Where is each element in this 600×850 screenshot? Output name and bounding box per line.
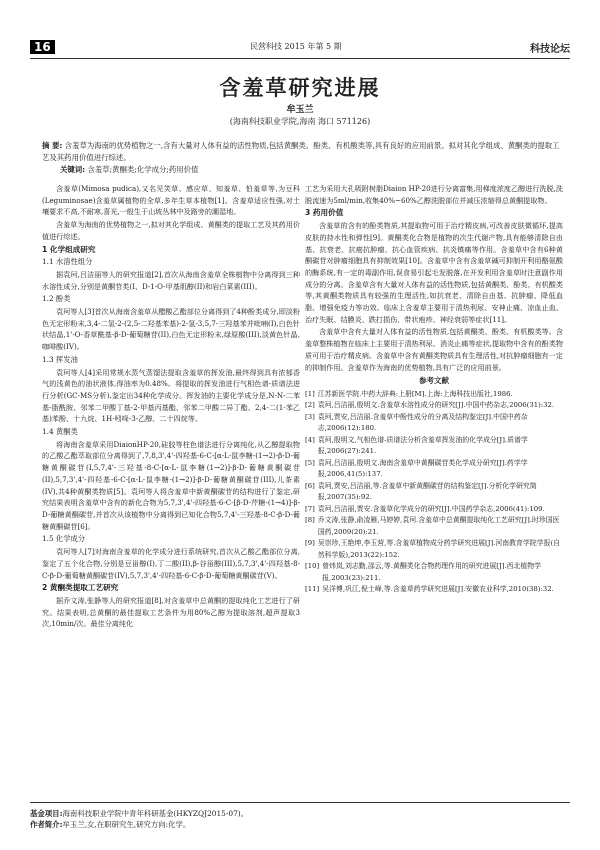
reference-item (305, 412, 563, 435)
reference-item (305, 504, 563, 516)
reference-text: 吴崇珍,王艳坤,李玉营,等.含羞草植物成分药学研究进展[J].河南教育学院学报(自然科学版),2013(22):152. (317, 539, 561, 559)
reference-number: [2] (305, 401, 315, 410)
subsection-heading: 1.2 酚类 (42, 294, 71, 304)
reference-text: 吴洋傅,巩江,倪士峰,等.含羞草药学研究进展[J].安徽农业科学,2010(38):32. (322, 585, 554, 594)
reference-number: [9] (305, 539, 315, 548)
reference-number: [1] (305, 389, 315, 398)
body-paragraph: 含羞草为海南的优势植物之一,拟对其化学组成、黄酮类的提取工艺及其药用价值进行综述。 (42, 220, 300, 241)
keywords-text: 含羞草;黄酮类;化学成分;药用价值 (87, 165, 199, 174)
body-paragraph: 袁珂等人[3]首次从海南含羞草从醋酸乙酯部位分离得到了4种酚类成分,即淡粉色无定形粉末,3,4-二氢-2-(2,5-二羟基苯基)-2-氢-3,5,7-三羟基苯并吡喃(I),白色针状结晶,1'-O-香草酰基-β-D-葡萄糖苷(II),白色无定形粉末,绿原酸(III),淡黄色针晶,咖啡酸(IV)。 (42, 307, 300, 352)
body-paragraph: 工艺为采用大孔吸附树脂Diaion HP-20进行分离富集,用梯度浓度乙醇进行洗脱,洗脱流速为5ml/min,收集40%~60%乙醇洗脱部位并减压浓缩得总黄酮提取物。 (305, 184, 563, 205)
subsection-heading: 1.1 水溶性组分 (42, 257, 93, 267)
reference-item (305, 515, 563, 538)
left-column (42, 183, 300, 631)
reference-number: [11] (305, 585, 320, 594)
subsection-heading: 1.5 化学成分 (42, 534, 86, 544)
reference-text: 曾炜岚,刘志勤,邵云,等.黄酮类化合物药理作用的研究进展[J].西北植物学报,2003(23):211. (322, 562, 542, 582)
reference-list (305, 389, 563, 596)
fund-text: 海南科技职业学院中青年科研基金(HKYZQJ2015-07)。 (62, 809, 249, 818)
author-affiliation: (海南科技职业学院,海南 海口 571126) (229, 117, 371, 126)
reference-text: 袁珂,贾安,吕洁丽,等.含羞草中新黄酮碳苷的结构鉴定[J].分析化学研究简报,2007(35):92. (317, 481, 537, 502)
reference-text: 袁珂,吕洁丽,殷明文.海南含羞草中黄酮碳苷类化学成分研究[J].药学学报,2006,41(5):137. (317, 458, 528, 479)
reference-text: 袁珂,殷明文,气相色谱-质谱法分析含羞草挥发油的化学成分[J].质谱学报,2006(27):241. (317, 435, 528, 456)
reference-text: 袁珂,吕洁丽,殷明文.含羞草水溶性成分的研究[J].中国中药杂志,2006(31):32. (317, 401, 555, 410)
section-heading: 1 化学组成研究 (42, 244, 96, 254)
keywords-label: 关键词: (60, 165, 86, 174)
body-paragraph: 袁珂等人[7]对海南含羞草的化学成分进行系统研究,首次从乙酸乙酯部位分离,鉴定了五个化合物,分别是豆甾醇(I),丁二酸(II),β-谷甾醇(III),5,7,3',4'-四羟基-8-C-β-D-葡萄糖黄酮碳苷(IV),5,7,3',4'-四羟基-6-C-β-D-葡萄糖黄酮碳苷(V)。 (42, 547, 300, 580)
running-header (30, 40, 570, 54)
body-paragraph: 含羞草中含有大量对人体有益的活性物质,包括黄酮类、酚类、有机酸类等。含羞草整株植物在临床上主要用于清热利尿、消炎止痛等症状,提取物中含有的酚类物质可用于治疗精皮病。含羞草中含有黄酮类物质具有生理活性,对抗肿瘤细胞有一定的抑制作用。含羞草作为海南的优势植物,具有广泛的应用前景。 (305, 327, 563, 372)
section-heading: 3 药用价值 (305, 208, 344, 218)
reference-item (305, 538, 563, 561)
abstract-label: 摘 要: (42, 141, 63, 150)
body-paragraph: 含羞草的含有的酚类物质,其提取物可用于治疗精皮病,可改善皮肤微循环,提高皮肤的持水性和弹性[9]。黄酮类化合物是植物的次生代谢产物,具有能够清除自由基、抗衰老、抗癌抗肿瘤、抗心血管疾病、抗炎镇痛等作用。含羞草中含有6种黄酮碳苷对肿瘤细胞具有抑制效果[10]。含羞草中含有含羞草碱可抑制开利用酪氨酸的酶系统,有一定的毒副作用,误食易引起毛发脱落,在开发利用含羞草时注意副作用成分的分离。含羞草含有大量对人体有益的活性物质,包括黄酮类、酚类、有机酸类等,其黄酮类物质具有较强的生理活性,如抗衰老、清除自由基、抗肿瘤、降低血脂、增强免疫力等功效。临床上含羞草主要用于清热利尿、安神止痛、凉血止血、治疗失眠、结膜炎、跌打损伤、带状疱疹、神经衰弱等症状[11]。 (305, 221, 563, 324)
reference-item (305, 435, 563, 458)
journal-name: 民营科技 2015 年第 5 期 (250, 42, 342, 51)
fund-line (30, 808, 570, 819)
reference-number: [6] (305, 481, 315, 490)
abstract-text: 含羞草为海南的优势植物之一,含有大量对人体有益的活性物质,包括黄酮类、酚类、有机酸类等,具有良好的应用前景。拟对其化学组成、黄酮类的提取工艺及其药用价值进行综述。 (42, 141, 560, 162)
article-author: 牟玉兰 (286, 105, 314, 115)
section-heading: 2 黄酮类提取工艺研究 (42, 583, 119, 593)
body-paragraph: 含羞草(Mimosa pudica),又名见笑草、感应草、知羞草、怕羞草等,为豆科(Leguminosae)含羞草属植物的全草,多年生草本植物[1]。含羞草适应性强,对土壤要求不高,不耐寒,喜光,一般生于山坡丛林中及路旁的潮湿地。 (42, 184, 300, 217)
bio-label: 作者简介: (30, 820, 63, 829)
reference-item (305, 584, 563, 596)
reference-number: [3] (305, 412, 315, 421)
reference-text: 袁珂,吕洁丽,贾安.含羞草化学成分的研究[J].中国药学杂志,2006(41):109. (317, 504, 545, 513)
body-paragraph: 袁珂等人[4]采用常规水蒸气蒸馏法提取含羞草的挥发油,最终得到具有浓郁香气的浅黄色的油状液体,得油率为0.48%。将提取的挥发油进行气相色谱-质谱法进行分析(GC-MS分析),鉴定出34种化学成分。挥发油的主要化学成分是,N-N-二苯基-脂酰胺、邻苯二甲酸丁基-2-甲基丙基酯、邻苯二甲酸二异丁酯、2,4-二(1-苯乙基)苯酚、十九烷、1H-吲哚-3-乙醇、二十四烷等。 (42, 367, 300, 424)
body-paragraph: 据乔文涛,张静等人的研究报道[8],对含羞草中总黄酮的提取纯化工艺进行了研究。结果表明,总黄酮的最佳提取工艺条件为用80%乙醇为提取溶剂,超声提取3次,10min/次。最佳分离纯化 (42, 595, 300, 629)
page-number: 16 (30, 40, 55, 54)
reference-number: [8] (305, 516, 315, 525)
reference-text: 袁珂,贾安,吕洁丽.含羞草中酚性成分的分离及结构鉴定[J].中国中药杂志,2006(12):180. (317, 412, 528, 433)
reference-item (305, 458, 563, 481)
reference-item (305, 481, 563, 504)
fund-label: 基金项目: (30, 809, 63, 818)
reference-number: [5] (305, 458, 315, 467)
subsection-heading: 1.4 黄酮类 (42, 427, 78, 437)
reference-item (305, 561, 563, 584)
article-title: 含羞草研究进展 (219, 75, 381, 100)
body-paragraph: 将海南含羞草采用DiaionHP-20,硅胶等柱色谱法进行分离纯化,从乙醇提取物的乙酸乙酯萃取部位分离得到了,7,8,3',4'-四羟基-6-C-[α-L-鼠李糖-(1→2)-β-D-葡糖黄酮碳苷(I,5,7,4'-三羟基-8-C-[α-L-鼠李糖(1→2)]-β-D-葡糖黄酮碳苷(II),5,7,3',4'-四羟基-6-C-[α-L-鼠李糖-(1→2)]-β-D-葡糖黄酮碳苷(III),儿茶素(IV),共4种黄酮类物质[5]。袁珂等人将含羞草中新黄酮碳苷的结构进行了鉴定,研究结果表明含羞草中含有的新化合物为5,7,3',4'-四羟基-6-C-[β-D-芹糖-(1→4)]-β-D-葡糖黄酮碳苷,并首次从该植物中分离得到已知化合物5,7,4'-三羟基-8-C-β-D-葡糖黄酮碳苷[6]。 (42, 439, 300, 531)
footer-rule (30, 802, 570, 803)
column-name: 科技论坛 (530, 44, 570, 55)
reference-item (305, 389, 563, 401)
references-title: 参考文献 (419, 376, 449, 386)
right-column (305, 183, 563, 596)
reference-number: [10] (305, 562, 320, 571)
subsection-heading: 1.3 挥发油 (42, 354, 78, 364)
bio-line (30, 819, 570, 830)
body-paragraph: 据袁珂,吕洁丽等人的研究报道[2],首次从海南含羞草全株植物中分离得到三种水溶性成分,分别是黄酮苷类(I、D-1-O-甲基肌醇(II)和岩白菜素(III)。 (42, 269, 300, 291)
reference-number: [7] (305, 504, 315, 513)
bio-text: 牟玉兰,女,在职研究生,研究方向:化学。 (62, 820, 191, 829)
reference-text: 江苏新医学院.中药大辞典:上册[M].上海:上海科技出版社,1986. (317, 389, 513, 398)
abstract (42, 140, 562, 164)
reference-item (305, 400, 563, 412)
header-rule (30, 58, 570, 59)
footnote (30, 808, 570, 830)
reference-text: 乔文涛,张静,俞凌雁,马婷婷,袁珂.含羞草中总黄酮提取纯化工艺研究[J].时珍国医国药,2009(20):21. (317, 516, 560, 536)
reference-number: [4] (305, 435, 315, 444)
keywords (60, 164, 560, 175)
